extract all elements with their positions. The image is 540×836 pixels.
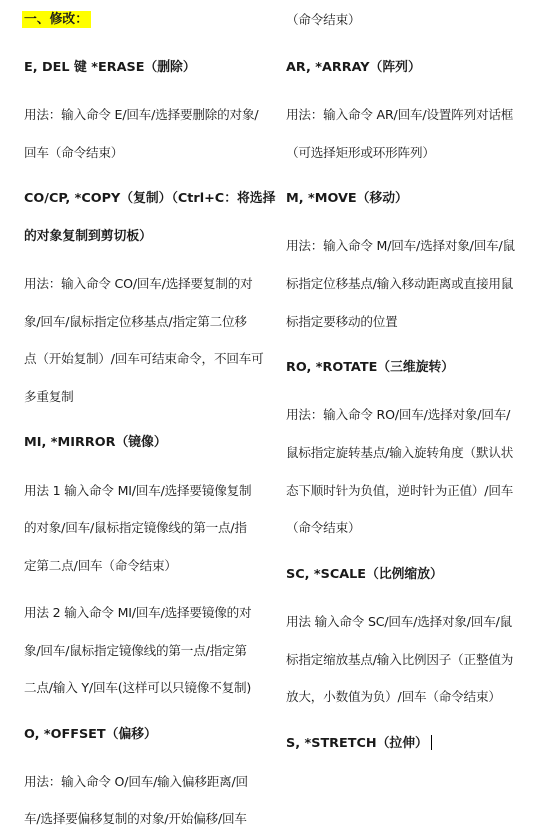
paragraph-line: （命令结束） [286, 520, 361, 535]
paragraph-line: （命令结束） [286, 12, 361, 27]
heading-stretch-text: S, *STRETCH（拉伸） [286, 736, 428, 751]
paragraph-line: （可选择矩形或环形阵列） [286, 145, 435, 160]
paragraph-line: 用法 2 输入命令 MI/回车/选择要镜像的对 [24, 605, 252, 620]
section-title [24, 11, 91, 29]
heading-offset: O, *OFFSET（偏移） [24, 727, 157, 742]
paragraph-line: 态下顺时针为负值，逆时针为正值）/回车 [286, 483, 514, 498]
paragraph-line: 象/回车/鼠标指定位移基点/指定第二位移 [24, 314, 247, 329]
heading-stretch[interactable] [286, 735, 432, 753]
text-cursor [431, 735, 432, 750]
paragraph-line: 点（开始复制）/回车可结束命令，不回车可 [24, 351, 264, 366]
paragraph-line: 用法：输入命令 RO/回车/选择对象/回车/ [286, 407, 511, 422]
paragraph-line: 用法：输入命令 AR/回车/设置阵列对话框 [286, 107, 514, 122]
paragraph-line: 象/回车/鼠标指定镜像线的第一点/指定第 [24, 643, 247, 658]
paragraph-line: 用法：输入命令 O/回车/输入偏移距离/回 [24, 774, 248, 789]
heading-array: AR, *ARRAY（阵列） [286, 60, 421, 75]
paragraph-line: 用法：输入命令 CO/回车/选择要复制的对 [24, 276, 253, 291]
heading-move: M, *MOVE（移动） [286, 191, 408, 206]
heading-copy-continued: 的对象复制到剪切板） [24, 229, 152, 244]
paragraph-line: 用法：输入命令 E/回车/选择要删除的对象/ [24, 107, 259, 122]
paragraph-line: 鼠标指定旋转基点/输入旋转角度（默认状 [286, 445, 514, 460]
paragraph-line: 多重复制 [24, 389, 74, 404]
paragraph-line: 用法：输入命令 M/回车/选择对象/回车/鼠 [286, 238, 515, 253]
heading-scale: SC, *SCALE（比例缩放） [286, 567, 443, 582]
paragraph-line: 二点/输入 Y/回车(这样可以只镜像不复制) [24, 680, 252, 695]
paragraph-line: 车/选择要偏移复制的对象/开始偏移/回车 [24, 811, 247, 826]
paragraph-line: 标指定位移基点/输入移动距离或直接用鼠 [286, 276, 514, 291]
paragraph-line: 的对象/回车/鼠标指定镜像线的第一点/指 [24, 520, 247, 535]
paragraph-line: 用法 输入命令 SC/回车/选择对象/回车/鼠 [286, 614, 513, 629]
paragraph-line: 标指定要移动的位置 [286, 314, 398, 329]
heading-rotate: RO, *ROTATE（三维旋转） [286, 360, 455, 375]
section-title-highlight: 一、修改： [22, 11, 91, 28]
paragraph-line: 回车（命令结束） [24, 145, 124, 160]
heading-copy: CO/CP, *COPY（复制）（Ctrl+C：将选择 [24, 191, 276, 206]
paragraph-line: 用法 1 输入命令 MI/回车/选择要镜像复制 [24, 483, 252, 498]
heading-erase: E, DEL 键 *ERASE（删除） [24, 60, 196, 75]
heading-mirror: MI, *MIRROR（镜像） [24, 435, 167, 450]
paragraph-line: 标指定缩放基点/输入比例因子（正整值为 [286, 652, 514, 667]
paragraph-line: 定第二点/回车（命令结束） [24, 558, 177, 573]
paragraph-line: 放大，小数值为负）/回车（命令结束） [286, 689, 501, 704]
